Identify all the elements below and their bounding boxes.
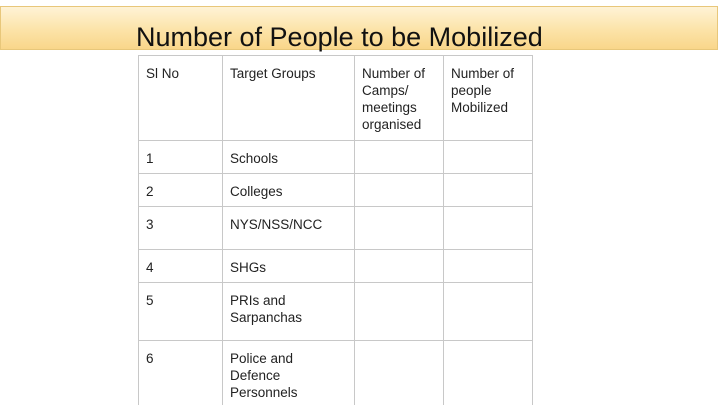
cell-people xyxy=(444,250,533,283)
cell-sl-no: 5 xyxy=(139,283,223,341)
cell-sl-no: 4 xyxy=(139,250,223,283)
table-row xyxy=(139,250,533,283)
table-row xyxy=(139,341,533,405)
cell-target-group: Colleges xyxy=(223,174,355,207)
header-target-groups: Target Groups xyxy=(223,56,355,141)
cell-sl-no: 1 xyxy=(139,141,223,174)
cell-sl-no: 2 xyxy=(139,174,223,207)
cell-people xyxy=(444,341,533,405)
title-bar xyxy=(0,6,718,50)
cell-camps xyxy=(355,283,444,341)
header-camps-organised: Number of Camps/ meetings organised xyxy=(355,56,444,141)
cell-people xyxy=(444,141,533,174)
table-row xyxy=(139,283,533,341)
cell-camps xyxy=(355,174,444,207)
cell-camps xyxy=(355,250,444,283)
cell-target-group: NYS/NSS/NCC xyxy=(223,207,355,250)
cell-target-group: SHGs xyxy=(223,250,355,283)
table-row xyxy=(139,174,533,207)
table-header-row xyxy=(139,56,533,141)
cell-target-group: Schools xyxy=(223,141,355,174)
cell-people xyxy=(444,207,533,250)
cell-sl-no: 6 xyxy=(139,341,223,405)
mobilization-table xyxy=(138,55,533,405)
cell-people xyxy=(444,174,533,207)
cell-camps xyxy=(355,341,444,405)
cell-camps xyxy=(355,141,444,174)
cell-people xyxy=(444,283,533,341)
table-row xyxy=(139,141,533,174)
cell-target-group: Police and Defence Personnels xyxy=(223,341,355,405)
header-sl-no: Sl No xyxy=(139,56,223,141)
cell-camps xyxy=(355,207,444,250)
header-people-mobilized: Number of people Mobilized xyxy=(444,56,533,141)
cell-sl-no: 3 xyxy=(139,207,223,250)
cell-target-group: PRIs and Sarpanchas xyxy=(223,283,355,341)
table-row xyxy=(139,207,533,250)
slide-title: Number of People to be Mobilized xyxy=(136,22,543,52)
